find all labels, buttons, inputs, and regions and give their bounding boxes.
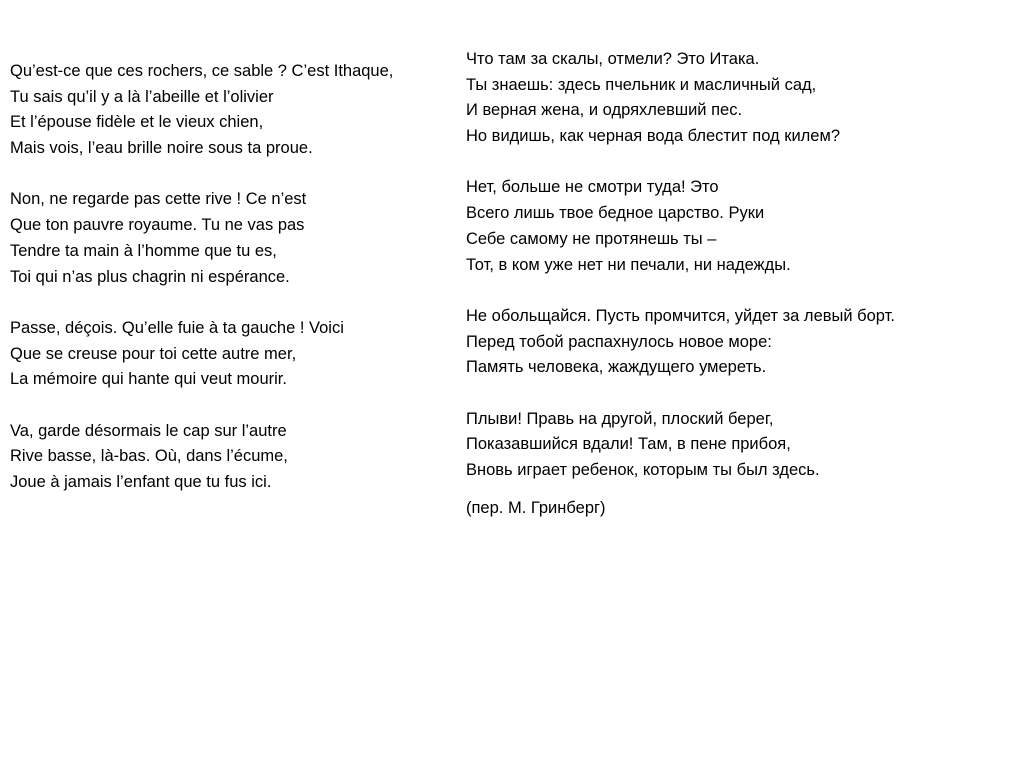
- french-poem: [10, 59, 460, 496]
- stanza: [10, 419, 460, 496]
- poem-line: И верная жена, и одряхлевший пес.: [466, 101, 743, 120]
- poem-line: Перед тобой распахнулось новое море:: [466, 332, 772, 351]
- poem-line: Что там за скалы, отмели? Это Итака.: [466, 50, 760, 68]
- poem-line: Память человека, жаждущего умереть.: [466, 358, 767, 377]
- poem-line: Joue à jamais l’enfant que tu fus ici.: [10, 473, 272, 491]
- stanza: [10, 187, 460, 290]
- poem-line: Плыви! Правь на другой, плоский берег,: [466, 409, 774, 428]
- poem-line: Tendre ta main à l’homme que tu es,: [10, 241, 277, 260]
- poem-line: Ты знаешь: здесь пчельник и масличный сад,: [466, 75, 817, 94]
- poem-line: Но видишь, как черная вода блестит под килем?: [466, 127, 841, 146]
- stanza: [10, 59, 460, 162]
- poem-line: Себе самому не протянешь ты –: [466, 229, 717, 248]
- poem-line: Mais vois, l’eau brille noire sous ta proue.: [10, 139, 313, 158]
- poem-line: Passe, déçois. Qu’elle fuie à ta gauche ! Voici: [10, 318, 344, 337]
- poem-line: Toi qui n’as plus chagrin ni espérance.: [10, 267, 290, 286]
- poem-line: Не обольщайся. Пусть промчится, уйдет за левый борт.: [466, 306, 895, 325]
- poem-line: Qu’est-ce que ces rochers, ce sable ? C’est Ithaque,: [10, 62, 394, 80]
- poem-line: Que ton pauvre royaume. Tu ne vas pas: [10, 216, 305, 235]
- poem-line: Rive basse, là-bas. Où, dans l’écume,: [10, 447, 288, 466]
- poem-line: Вновь играет ребенок, которым ты был здесь.: [466, 461, 820, 479]
- poem-line: Показавшийся вдали! Там, в пене прибоя,: [466, 435, 791, 454]
- poem-line: Tu sais qu’il y a là l’abeille et l’olivier: [10, 87, 274, 106]
- poem-line: Non, ne regarde pas cette rive ! Ce n’est: [10, 190, 307, 209]
- poem-line: Всего лишь твое бедное царство. Руки: [466, 204, 765, 223]
- translator-credit: (пер. М. Гринберг): [466, 498, 606, 517]
- russian-poem: [466, 47, 1016, 521]
- poem-line: Нет, больше не смотри туда! Это: [466, 178, 719, 197]
- stanza: [466, 304, 1016, 381]
- stanza: [466, 407, 1016, 484]
- stanza: [466, 175, 1016, 278]
- stanza: [466, 47, 1016, 150]
- poem-line: Va, garde désormais le cap sur l’autre: [10, 421, 287, 440]
- poem-line: Тот, в ком уже нет ни печали, ни надежды.: [466, 255, 791, 274]
- poem-line: Que se creuse pour toi cette autre mer,: [10, 344, 297, 363]
- stanza: [10, 316, 460, 393]
- poem-line: La mémoire qui hante qui veut mourir.: [10, 370, 287, 389]
- poem-line: Et l’épouse fidèle et le vieux chien,: [10, 113, 264, 132]
